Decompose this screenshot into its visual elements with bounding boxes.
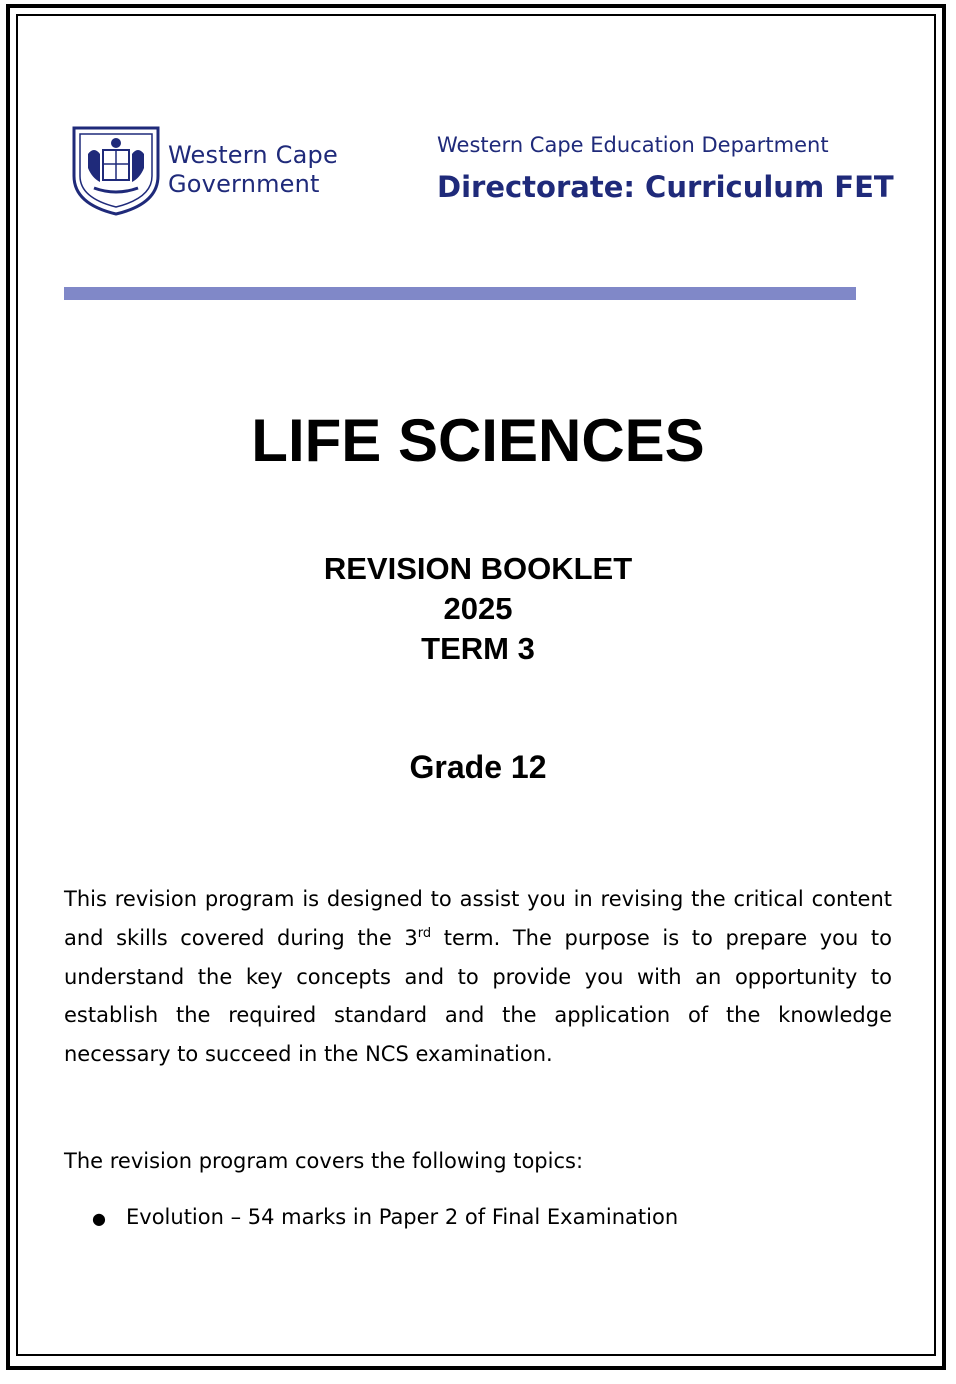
document-title: LIFE SCIENCES [251, 407, 705, 474]
topics-lead-text: The revision program covers the following topics: [64, 1149, 584, 1173]
directorate-name: Directorate: Curriculum FET [437, 170, 894, 204]
department-name: Western Cape Education Department [437, 133, 829, 157]
grade-label: Grade 12 [409, 749, 547, 785]
header-divider [64, 287, 856, 300]
subtitle-line-3: TERM 3 [421, 631, 535, 666]
list-item [92, 1205, 678, 1229]
intro-text-part-2: term. The purpose is to prepare you to understand the key concepts and to provide you with an opportunity to establish the required standard and the application of the knowledge necessary to succeed in the NCS examination. [64, 925, 893, 1067]
subtitle-line-2: 2025 [443, 591, 513, 626]
government-logo-text [168, 141, 338, 199]
intro-superscript: rd [417, 925, 432, 941]
logo-text-line-2: Government [168, 170, 320, 198]
topic-text: Evolution – 54 marks in Paper 2 of Final Examination [126, 1205, 679, 1229]
intro-paragraph [64, 880, 892, 1074]
bullet-dot-icon: ● [92, 1209, 106, 1228]
logo-text-line-1: Western Cape [168, 141, 338, 169]
coat-of-arms-shield-icon [70, 124, 162, 218]
topics-list [92, 1205, 678, 1229]
intro-text-part-1: This revision program is designed to assist you in revising the critical content and skills covered during the 3 [64, 887, 892, 950]
subtitle-line-1: REVISION BOOKLET [323, 551, 633, 586]
